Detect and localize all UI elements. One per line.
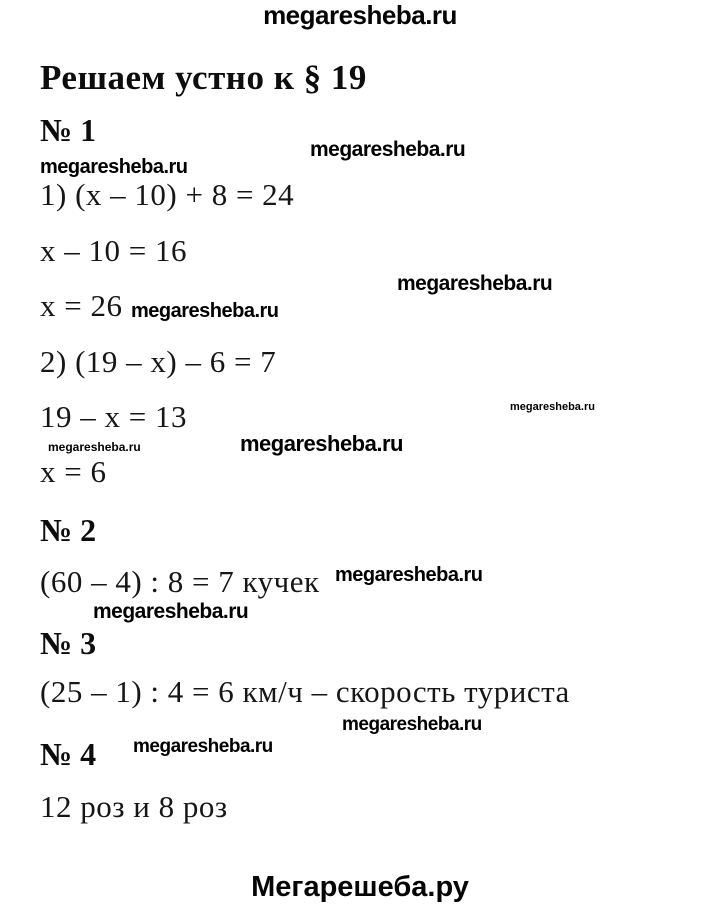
footer-brand: Мегарешеба.ру xyxy=(251,871,469,903)
watermark: megaresheba.ru xyxy=(133,736,273,757)
answer-line: х = 6 xyxy=(40,454,107,489)
problem-2-label: № 2 xyxy=(40,512,97,548)
watermark: megaresheba.ru xyxy=(240,431,403,456)
answer-line: (60 – 4) : 8 = 7 кучек xyxy=(40,564,320,599)
equation-line: 1) (х – 10) + 8 = 24 xyxy=(40,177,295,212)
page-title: Решаем устно к § 19 xyxy=(40,58,367,97)
problem-4-label: № 4 xyxy=(40,736,97,772)
watermark: megaresheba.ru xyxy=(342,714,482,735)
equation-line: х – 10 = 16 xyxy=(40,233,187,268)
problem-3-label: № 3 xyxy=(40,625,97,661)
watermark: megaresheba.ru xyxy=(48,440,141,454)
watermark: megaresheba.ru xyxy=(310,138,466,161)
watermark: megaresheba.ru xyxy=(131,300,279,322)
watermark: megaresheba.ru xyxy=(397,272,553,295)
equation-line: 2) (19 – х) – 6 = 7 xyxy=(40,344,277,379)
watermark: megaresheba.ru xyxy=(510,401,595,413)
problem-1-label: № 1 xyxy=(40,112,97,148)
answer-line: (25 – 1) : 4 = 6 км/ч – скорость туриста xyxy=(40,674,570,709)
watermark: megaresheba.ru xyxy=(335,564,483,586)
equation-line: 19 – х = 13 xyxy=(40,399,187,434)
answer-line: х = 26 xyxy=(40,288,123,323)
watermark: megaresheba.ru xyxy=(93,600,249,623)
watermark: megaresheba.ru xyxy=(40,156,188,178)
watermark-top: megaresheba.ru xyxy=(263,0,457,30)
answer-line: 12 роз и 8 роз xyxy=(40,789,228,824)
